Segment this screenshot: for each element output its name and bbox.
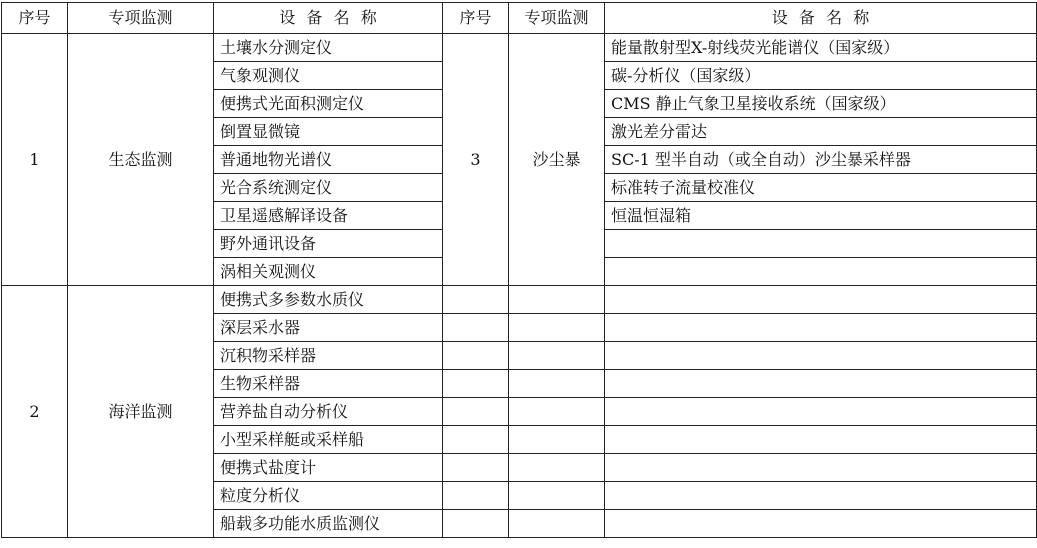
table-row (2, 286, 1037, 314)
header-equipment: 设备名称 (214, 3, 443, 34)
empty-item-cell (509, 370, 605, 398)
header-item: 专项监测 (68, 3, 214, 34)
empty-equipment-cell (605, 370, 1037, 398)
empty-equipment-cell (605, 510, 1037, 538)
empty-equipment-cell (605, 454, 1037, 482)
right-group-name: 沙尘暴 (509, 34, 605, 286)
empty-equipment-cell (605, 398, 1037, 426)
header-item-2: 专项监测 (509, 3, 605, 34)
right-group-seq: 3 (443, 34, 509, 286)
empty-seq-cell (443, 370, 509, 398)
empty-seq-cell (443, 286, 509, 314)
equipment-cell: 便携式盐度计 (214, 454, 443, 482)
equipment-cell: 小型采样艇或采样船 (214, 426, 443, 454)
header-seq-2: 序号 (443, 3, 509, 34)
right-equipment-cell: 碳-分析仪（国家级） (605, 62, 1037, 90)
empty-equipment-cell (605, 314, 1037, 342)
empty-item-cell (509, 426, 605, 454)
empty-seq-cell (443, 398, 509, 426)
empty-seq-cell (443, 314, 509, 342)
empty-seq-cell (443, 510, 509, 538)
header-seq: 序号 (2, 3, 68, 34)
group-seq: 1 (2, 34, 68, 286)
right-equipment-cell: 恒温恒湿箱 (605, 202, 1037, 230)
group-name: 海洋监测 (68, 286, 214, 538)
empty-item-cell (509, 314, 605, 342)
equipment-cell: 便携式多参数水质仪 (214, 286, 443, 314)
equipment-cell: 倒置显微镜 (214, 118, 443, 146)
equipment-cell: 营养盐自动分析仪 (214, 398, 443, 426)
equipment-cell: 野外通讯设备 (214, 230, 443, 258)
equipment-cell: 生物采样器 (214, 370, 443, 398)
group-seq: 2 (2, 286, 68, 538)
empty-equipment-cell (605, 286, 1037, 314)
equipment-cell: 涡相关观测仪 (214, 258, 443, 286)
group-name: 生态监测 (68, 34, 214, 286)
empty-item-cell (509, 342, 605, 370)
equipment-cell: 深层采水器 (214, 314, 443, 342)
empty-equipment-cell (605, 342, 1037, 370)
right-equipment-cell: 标准转子流量校准仪 (605, 174, 1037, 202)
header-equipment-2: 设备名称 (605, 3, 1037, 34)
empty-seq-cell (443, 426, 509, 454)
equipment-table (1, 2, 1037, 538)
header-row (2, 3, 1037, 34)
equipment-cell: 便携式光面积测定仪 (214, 90, 443, 118)
equipment-cell: 沉积物采样器 (214, 342, 443, 370)
equipment-cell: 船载多功能水质监测仪 (214, 510, 443, 538)
right-equipment-cell: CMS 静止气象卫星接收系统（国家级） (605, 90, 1037, 118)
empty-item-cell (509, 398, 605, 426)
equipment-cell: 光合系统测定仪 (214, 174, 443, 202)
empty-equipment-cell (605, 482, 1037, 510)
empty-item-cell (509, 454, 605, 482)
right-equipment-cell (605, 230, 1037, 258)
equipment-cell: 气象观测仪 (214, 62, 443, 90)
empty-item-cell (509, 510, 605, 538)
right-equipment-cell (605, 258, 1037, 286)
right-equipment-cell: 激光差分雷达 (605, 118, 1037, 146)
equipment-cell: 卫星遥感解译设备 (214, 202, 443, 230)
empty-equipment-cell (605, 426, 1037, 454)
empty-seq-cell (443, 482, 509, 510)
empty-seq-cell (443, 454, 509, 482)
right-equipment-cell: 能量散射型X-射线荧光能谱仪（国家级） (605, 34, 1037, 62)
empty-item-cell (509, 482, 605, 510)
empty-item-cell (509, 286, 605, 314)
equipment-cell: 土壤水分测定仪 (214, 34, 443, 62)
empty-seq-cell (443, 342, 509, 370)
right-equipment-cell: SC-1 型半自动（或全自动）沙尘暴采样器 (605, 146, 1037, 174)
equipment-cell: 粒度分析仪 (214, 482, 443, 510)
equipment-cell: 普通地物光谱仪 (214, 146, 443, 174)
table-row (2, 34, 1037, 62)
